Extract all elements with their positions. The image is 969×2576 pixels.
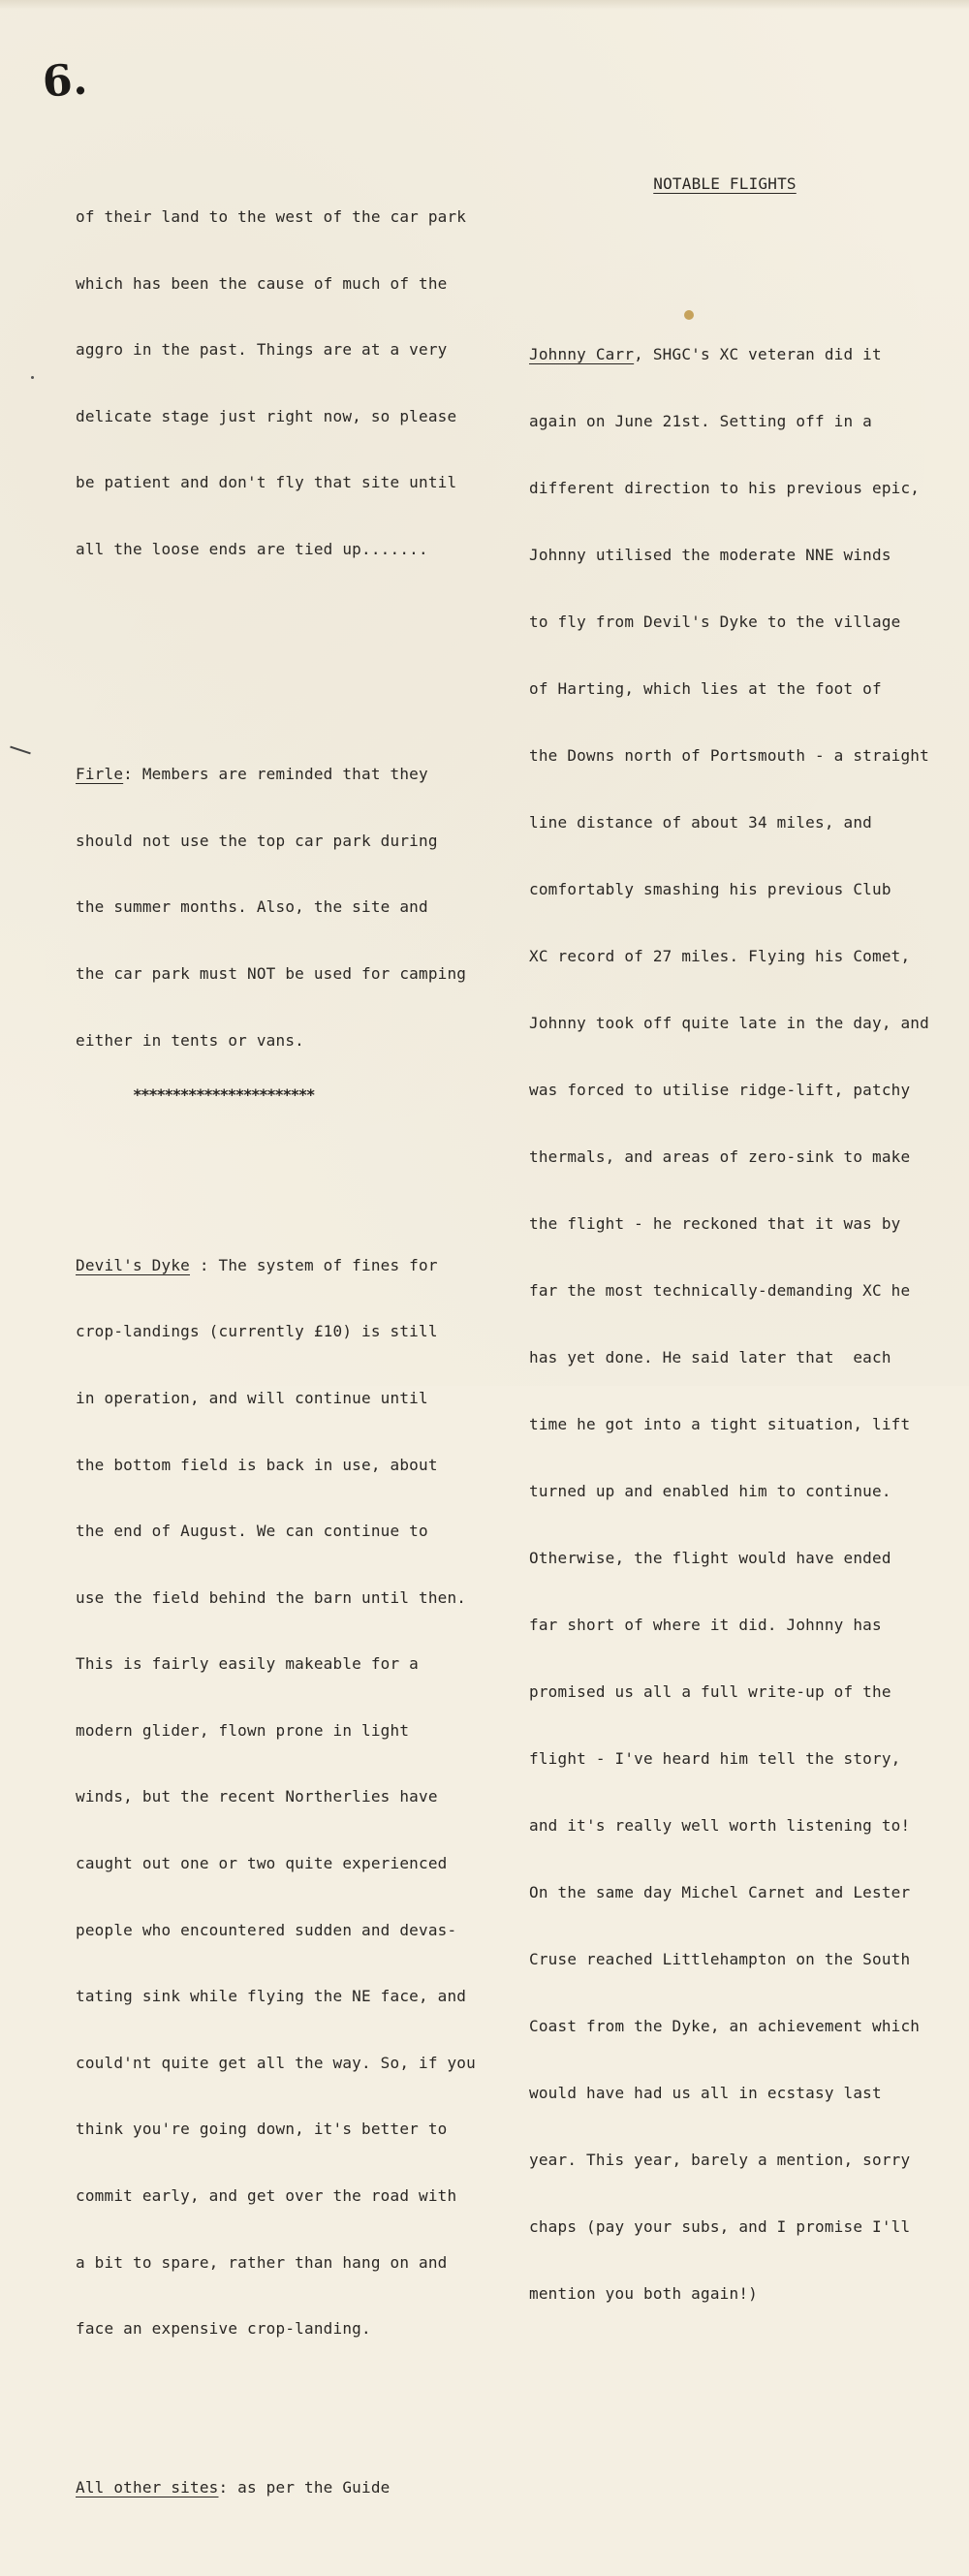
text-line: the summer months. Also, the site and	[76, 897, 428, 917]
text-line: tating sink while flying the NE face, and	[76, 1987, 467, 2006]
text-line: all the loose ends are tied up.......	[76, 539, 428, 558]
text-line: of their land to the west of the car park	[76, 207, 467, 226]
text-line	[76, 2473, 502, 2503]
text-line: thermals, and areas of zero-sink to make	[529, 1147, 911, 1166]
devils-dyke-label: Devil's Dyke	[76, 1255, 190, 1274]
text-line	[76, 1251, 502, 1281]
devils-dyke-paragraph	[76, 1214, 502, 2381]
text-line: winds, but the recent Northerlies have	[76, 1787, 438, 1806]
text-line: either in tents or vans.	[76, 1030, 304, 1050]
text-line: mention you both again!)	[529, 2283, 758, 2303]
text-line: comfortably smashing his previous Club	[529, 879, 891, 898]
text-line: Cruse reached Littlehampton on the South	[529, 1949, 911, 1968]
stray-mark-dot	[31, 376, 34, 379]
text-line: chaps (pay your subs, and I promise I'll	[529, 2216, 911, 2236]
right-column	[529, 132, 959, 2382]
text-line: think you're going down, it's better to	[76, 2120, 448, 2139]
text-line: year. This year, barely a mention, sorry	[529, 2150, 911, 2169]
text-line: commit early, and get over the road with	[76, 2186, 457, 2206]
section-separator: ***********************	[133, 1085, 315, 1104]
text-line: XC record of 27 miles. Flying his Comet,	[529, 946, 911, 965]
text-line: On the same day Michel Carnet and Lester	[529, 1882, 911, 1901]
firle-first-line: : Members are reminded that they	[123, 765, 428, 784]
text-line: far short of where it did. Johnny has	[529, 1615, 882, 1634]
paragraph-gap	[76, 639, 502, 669]
text-line: promised us all a full write-up of the	[529, 1681, 891, 1701]
text-line: in operation, and will continue until	[76, 1388, 428, 1407]
text-line: Johnny took off quite late in the day, and	[529, 1013, 929, 1032]
text-line: the flight - he reckoned that it was by	[529, 1213, 901, 1233]
text-line: and it's really well worth listening to!	[529, 1815, 911, 1835]
text-line: time he got into a tight situation, lift	[529, 1414, 911, 1433]
devils-dyke-first-line: : The system of fines for	[190, 1255, 438, 1274]
text-line: would have had us all in ecstasy last	[529, 2083, 882, 2102]
text-line: the Downs north of Portsmouth - a straight	[529, 745, 929, 765]
section-heading: NOTABLE FLIGHTS	[653, 174, 797, 193]
text-line: to fly from Devil's Dyke to the village	[529, 612, 901, 631]
text-line: of Harting, which lies at the foot of	[529, 678, 882, 698]
text-line: modern glider, flown prone in light	[76, 1720, 410, 1740]
left-column	[76, 129, 502, 2576]
notable-flights-paragraph	[529, 302, 959, 2345]
paragraph-gap	[76, 1129, 502, 1159]
text-line: flight - I've heard him tell the story,	[529, 1748, 901, 1768]
text-line: face an expensive crop-landing.	[76, 2319, 371, 2339]
text-line: the bottom field is back in use, about	[76, 1455, 438, 1474]
text-line	[529, 339, 959, 369]
text-line: crop-landings (currently £10) is still	[76, 1322, 438, 1341]
firle-paragraph	[76, 723, 502, 1092]
text-line: the end of August. We can continue to	[76, 1522, 428, 1541]
page-fold-shadow	[0, 0, 969, 10]
text-line: a bit to spare, rather than hang on and	[76, 2252, 448, 2272]
text-line: caught out one or two quite experienced	[76, 1854, 448, 1873]
flights-first-line: , SHGC's XC veteran did it	[634, 344, 882, 363]
text-line: people who encountered sudden and devas-	[76, 1920, 457, 1939]
paragraph-gap	[529, 236, 959, 266]
other-sites-label: All other sites	[76, 2477, 219, 2497]
text-line: could'nt quite get all the way. So, if you	[76, 2053, 476, 2072]
text-line: be patient and don't fly that site until	[76, 473, 457, 492]
other-sites-paragraph	[76, 2436, 502, 2540]
text-line: delicate stage just right now, so please	[76, 406, 457, 425]
text-line: different direction to his previous epic,	[529, 478, 921, 497]
other-sites-text: : as per the Guide	[218, 2477, 391, 2497]
pilot-name: Johnny Carr	[529, 344, 635, 363]
text-line: Otherwise, the flight would have ended	[529, 1548, 891, 1567]
text-line: This is fairly easily makeable for a	[76, 1654, 419, 1674]
text-line: turned up and enabled him to continue.	[529, 1481, 891, 1500]
page-number: 6.	[41, 54, 89, 108]
text-line: far the most technically-demanding XC he	[529, 1280, 911, 1300]
text-line: again on June 21st. Setting off in a	[529, 411, 872, 430]
intro-paragraph	[76, 166, 502, 602]
text-line: use the field behind the barn until then.	[76, 1587, 467, 1607]
text-line: line distance of about 34 miles, and	[529, 812, 872, 832]
stray-mark-dash	[10, 746, 31, 755]
text-line: should not use the top car park during	[76, 831, 438, 850]
text-line: the car park must NOT be used for camping	[76, 963, 467, 983]
text-line: which has been the cause of much of the	[76, 273, 448, 293]
firle-label: Firle	[76, 765, 124, 784]
text-line	[76, 760, 502, 790]
text-line: Coast from the Dyke, an achievement which	[529, 2016, 921, 2035]
text-line: aggro in the past. Things are at a very	[76, 340, 448, 360]
text-line: Johnny utilised the moderate NNE winds	[529, 545, 891, 564]
text-line: has yet done. He said later that each	[529, 1347, 891, 1367]
text-line: was forced to utilise ridge-lift, patchy	[529, 1080, 911, 1099]
